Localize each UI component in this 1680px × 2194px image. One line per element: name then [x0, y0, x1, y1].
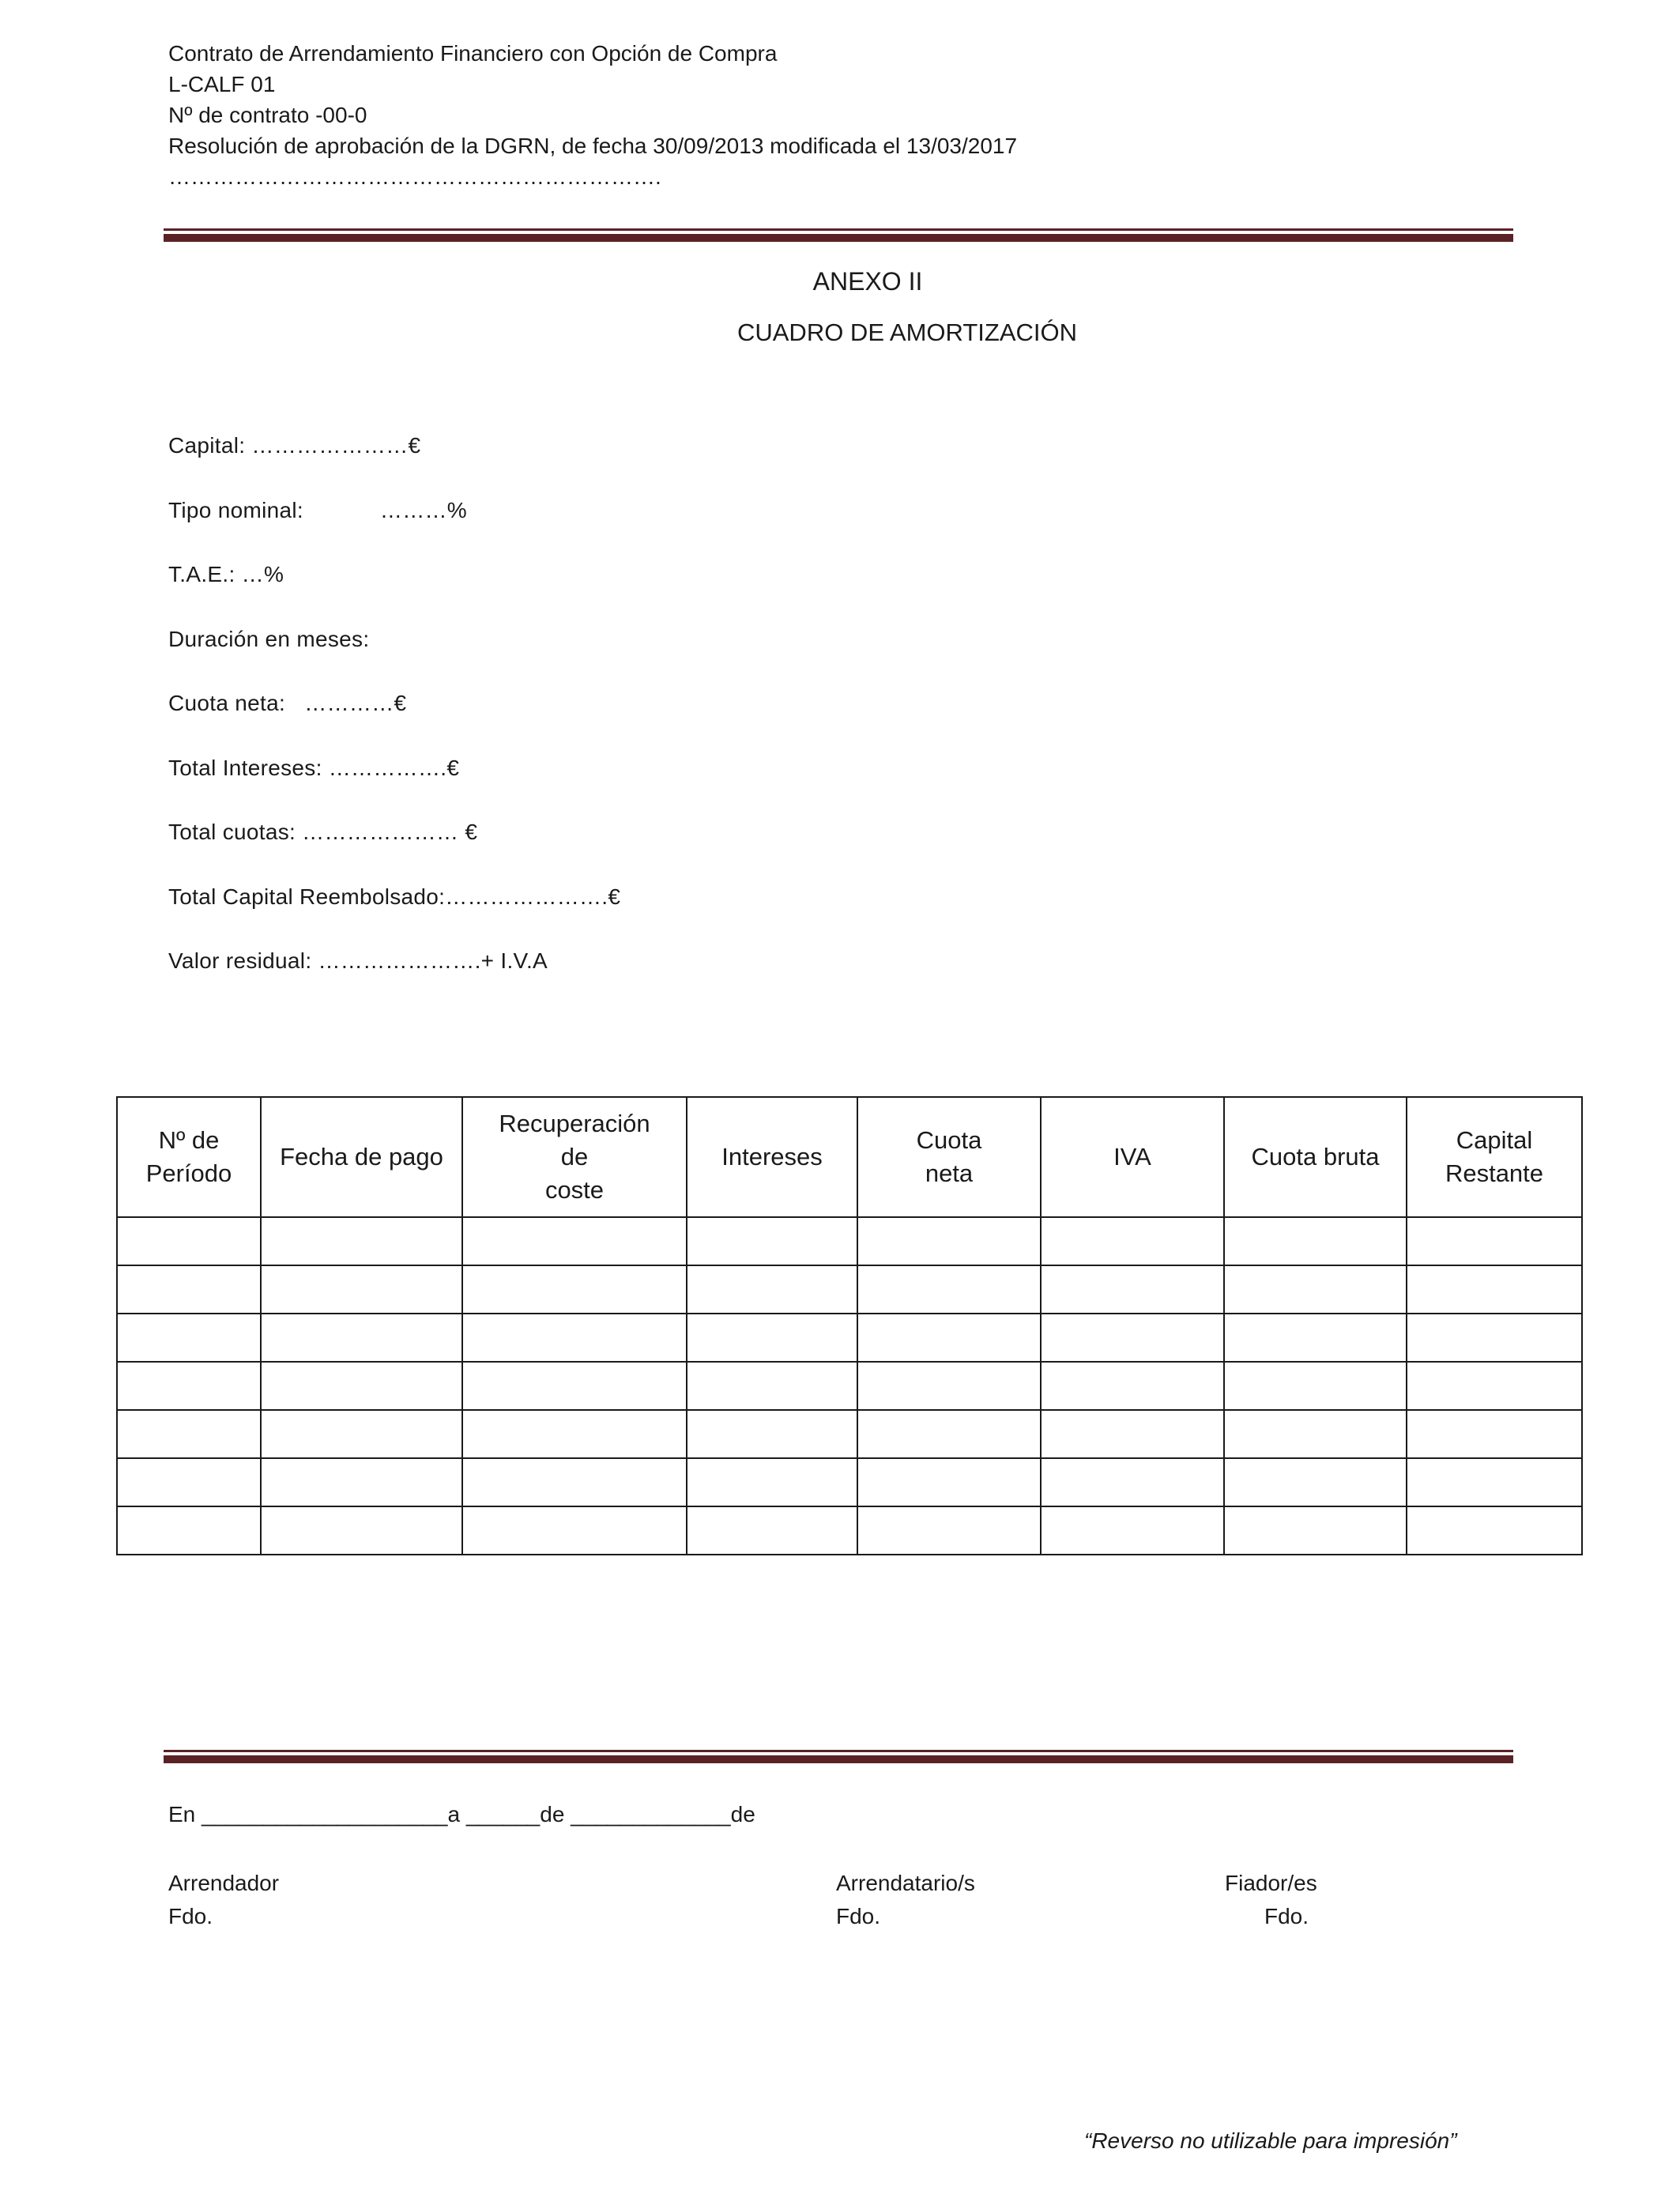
table-cell	[117, 1217, 261, 1265]
table-body	[117, 1217, 1582, 1555]
header-contract-title: Contrato de Arrendamiento Financiero con Opción de Compra	[168, 41, 778, 66]
table-row	[117, 1506, 1582, 1555]
table-row	[117, 1410, 1582, 1458]
table-cell	[1224, 1410, 1407, 1458]
arrendador-fdo: Fdo.	[168, 1904, 213, 1928]
table-cell	[117, 1314, 261, 1362]
table-cell	[1224, 1362, 1407, 1410]
header-dots: ………………………………………………………….	[168, 164, 661, 189]
arrendatario-label: Arrendatario/s	[836, 1871, 975, 1895]
table-cell	[1041, 1314, 1224, 1362]
table-cell	[1224, 1506, 1407, 1555]
col-cuota-neta: Cuota neta	[857, 1097, 1041, 1217]
header-code: L-CALF 01	[168, 72, 276, 96]
table-cell	[687, 1410, 857, 1458]
top-divider	[164, 228, 1513, 242]
table-cell	[261, 1362, 462, 1410]
table-cell	[1041, 1506, 1224, 1555]
table-cell	[462, 1506, 687, 1555]
table-cell	[1407, 1362, 1582, 1410]
table-cell	[117, 1410, 261, 1458]
table-cell	[1224, 1217, 1407, 1265]
table-row	[117, 1217, 1582, 1265]
table-cell	[857, 1362, 1041, 1410]
table-cell	[857, 1217, 1041, 1265]
signature-fiador	[1225, 1867, 1317, 1933]
table-cell	[1407, 1265, 1582, 1314]
header-resolution: Resolución de aprobación de la DGRN, de fecha 30/09/2013 modificada el 13/03/2017	[168, 134, 1018, 158]
arrendatario-fdo: Fdo.	[836, 1904, 881, 1928]
table-cell	[117, 1506, 261, 1555]
signature-arrendatario	[836, 1867, 975, 1933]
col-capital-restante: Capital Restante	[1407, 1097, 1582, 1217]
table-row	[117, 1314, 1582, 1362]
field-total-cuotas: Total cuotas: ………………… €	[168, 820, 478, 844]
place-date-line: En ____________________a ______de _____________de	[168, 1802, 755, 1826]
table-cell	[261, 1458, 462, 1506]
table-cell	[857, 1314, 1041, 1362]
table-cell	[687, 1458, 857, 1506]
field-total-capital: Total Capital Reembolsado:………………….€	[168, 884, 621, 909]
table-cell	[1407, 1314, 1582, 1362]
table-cell	[1041, 1410, 1224, 1458]
table-cell	[117, 1265, 261, 1314]
table-row	[117, 1458, 1582, 1506]
col-recuperacion-coste: Recuperación de coste	[462, 1097, 687, 1217]
table-cell	[261, 1217, 462, 1265]
table-row	[117, 1265, 1582, 1314]
table-cell	[1224, 1314, 1407, 1362]
bottom-divider	[164, 1750, 1513, 1763]
table-cell	[1041, 1458, 1224, 1506]
field-cuota-neta: Cuota neta: …………€	[168, 691, 407, 715]
col-iva: IVA	[1041, 1097, 1224, 1217]
amortization-table	[116, 1096, 1583, 1555]
table-cell	[857, 1506, 1041, 1555]
arrendador-label: Arrendador	[168, 1871, 280, 1895]
table-cell	[687, 1506, 857, 1555]
field-valor-residual: Valor residual: ………………….+ I.V.A	[168, 948, 548, 973]
table-row	[117, 1362, 1582, 1410]
table-cell	[857, 1458, 1041, 1506]
table-cell	[117, 1458, 261, 1506]
table-cell	[1041, 1362, 1224, 1410]
table-cell	[462, 1362, 687, 1410]
annex-title: ANEXO II	[812, 267, 923, 296]
table-cell	[462, 1314, 687, 1362]
footer-note: “Reverso no utilizable para impresión”	[1084, 2128, 1457, 2153]
table-cell	[1407, 1217, 1582, 1265]
loan-fields	[168, 433, 620, 1013]
fiador-label: Fiador/es	[1225, 1871, 1317, 1895]
col-fecha-pago: Fecha de pago	[261, 1097, 462, 1217]
document-header	[168, 38, 1017, 192]
table-cell	[687, 1362, 857, 1410]
signature-arrendador	[168, 1867, 279, 1933]
table-cell	[687, 1265, 857, 1314]
field-duracion: Duración en meses:	[168, 626, 370, 651]
fiador-fdo: Fdo.	[1264, 1904, 1309, 1928]
table-cell	[1041, 1217, 1224, 1265]
table-cell	[462, 1458, 687, 1506]
table-cell	[687, 1217, 857, 1265]
table-header-row	[117, 1097, 1582, 1217]
table-cell	[261, 1314, 462, 1362]
table-cell	[857, 1265, 1041, 1314]
table-cell	[261, 1506, 462, 1555]
table-cell	[261, 1410, 462, 1458]
field-total-intereses: Total Intereses: …………….€	[168, 755, 460, 780]
header-contract-number: Nº de contrato -00-0	[168, 103, 367, 127]
table-cell	[1407, 1410, 1582, 1458]
table-cell	[1407, 1506, 1582, 1555]
annex-subtitle: CUADRO DE AMORTIZACIÓN	[736, 319, 1078, 346]
table-cell	[1224, 1458, 1407, 1506]
field-capital: Capital: …………………€	[168, 433, 421, 458]
col-intereses: Intereses	[687, 1097, 857, 1217]
table-cell	[261, 1265, 462, 1314]
table-cell	[462, 1217, 687, 1265]
col-periodo: Nº de Período	[117, 1097, 261, 1217]
table-cell	[687, 1314, 857, 1362]
table-cell	[1041, 1265, 1224, 1314]
col-cuota-bruta: Cuota bruta	[1224, 1097, 1407, 1217]
table-cell	[1224, 1265, 1407, 1314]
table-cell	[117, 1362, 261, 1410]
table-cell	[1407, 1458, 1582, 1506]
table-cell	[462, 1265, 687, 1314]
table-cell	[857, 1410, 1041, 1458]
field-tae: T.A.E.: …%	[168, 562, 284, 586]
field-tipo-nominal: Tipo nominal: ………%	[168, 497, 467, 522]
table-cell	[462, 1410, 687, 1458]
